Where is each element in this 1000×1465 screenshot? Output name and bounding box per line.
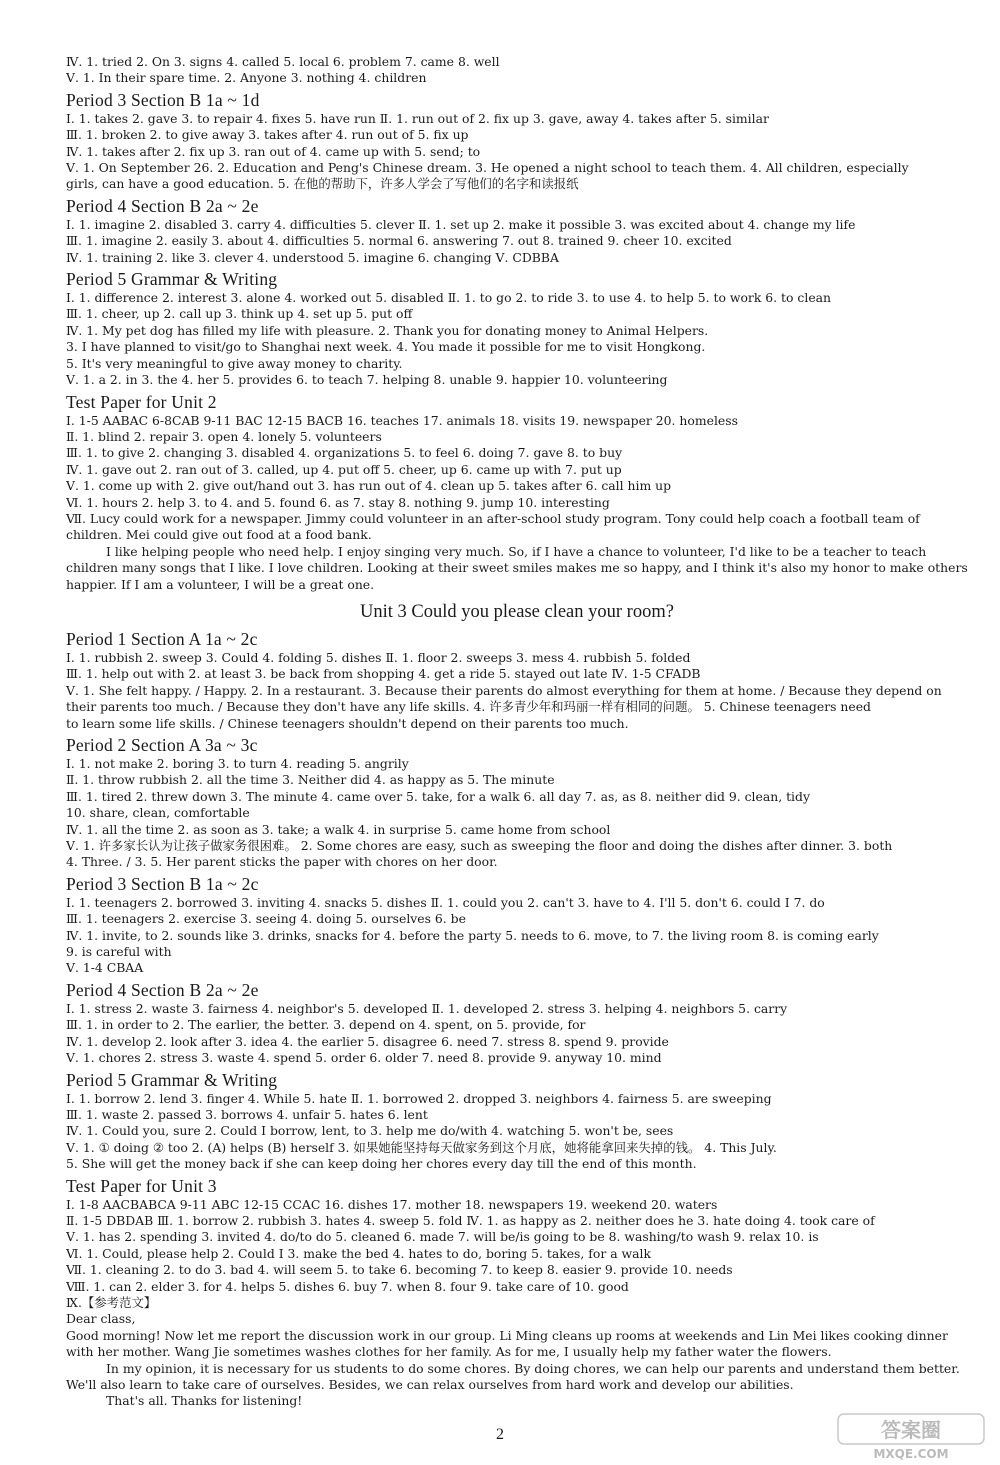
answer-line: 5. It's very meaningful to give away money to charity. (66, 355, 403, 371)
paragraph: Good morning! Now let me report the discussion work in our group. Li Ming cleans up rooms at weekends and Lin Mei likes cooking dinner with her mother. Wang Jie sometimes washes clothes for her family. As for me, I usually help my father water the flowers. (66, 1327, 948, 1360)
section-heading: Period 4 Section B 2a ~ 2e (66, 979, 259, 1000)
paragraph: That's all. Thanks for listening! (106, 1393, 303, 1409)
answer-line: Ⅴ. 1. On September 26. 2. Education and Peng's Chinese dream. 3. He opened a night school to teach them. 4. All children, especially (66, 160, 909, 176)
answer-line: Ⅴ. 1. has 2. spending 3. invited 4. do/to do 5. cleaned 6. made 7. will be/is going to be 8. washing/to wash 9. relax 10. is (66, 1229, 819, 1245)
answer-line: Ⅰ. 1. stress 2. waste 3. fairness 4. neighbor's 5. developed Ⅱ. 1. developed 2. stress 3. helping 4. neighbors 5. carry (66, 1000, 788, 1016)
section-heading: Period 5 Grammar & Writing (66, 1069, 278, 1090)
answer-line: Ⅴ. 1. come up with 2. give out/hand out 3. has run out of 4. clean up 5. takes after 6. call him up (66, 478, 672, 494)
answer-line: Ⅱ. 1. blind 2. repair 3. open 4. lonely 5. volunteers (66, 428, 382, 444)
page-number: 2 (496, 1426, 504, 1443)
answer-content (66, 54, 968, 1410)
answer-line: Ⅰ. 1. difference 2. interest 3. alone 4. worked out 5. disabled Ⅱ. 1. to go 2. to ride 3. to use 4. to help 5. to work 6. to clean (66, 290, 832, 306)
answer-line: their parents too much. / Because they don't have any life skills. 4. 许多青少年和玛丽一样有相同的问题。 5. Chinese teenagers need (66, 699, 871, 715)
section-heading: Test Paper for Unit 2 (66, 391, 217, 412)
answer-line: Ⅰ. 1. not make 2. boring 3. to turn 4. reading 5. angrily (66, 756, 409, 771)
answer-line: Ⅴ. 1. ① doing ② too 2. (A) helps (B) herself 3. 如果她能坚持每天做家务到这个月底，她将能拿回来失掉的钱。 4. This July. (66, 1139, 777, 1155)
answer-line: Ⅰ. 1. rubbish 2. sweep 3. Could 4. folding 5. dishes Ⅱ. 1. floor 2. sweeps 3. mess 4. rubbish 5. folded (66, 649, 691, 665)
answer-line: Ⅲ. 1. help out with 2. at least 3. be back from shopping 4. get a ride 5. stayed out late Ⅳ. 1-5 CFADB (66, 666, 701, 682)
answer-line: Ⅲ. 1. broken 2. to give away 3. takes after 4. run out of 5. fix up (66, 127, 469, 143)
answer-line: to learn some life skills. / Chinese teenagers shouldn't depend on their parents too much. (66, 715, 629, 731)
answer-line: Ⅰ. 1-5 AABAC 6-8CAB 9-11 BAC 12-15 BACB 16. teaches 17. animals 18. visits 19. newspaper 20. homeless (66, 412, 738, 428)
section-heading: Period 1 Section A 1a ~ 2c (66, 628, 258, 649)
answer-line: Ⅷ. 1. can 2. elder 3. for 4. helps 5. dishes 6. buy 7. when 8. four 9. take care of 10. good (66, 1278, 629, 1294)
answer-line: Ⅱ. 1. throw rubbish 2. all the time 3. Neither did 4. as happy as 5. The minute (66, 772, 555, 788)
answer-line: 4. Three. / 3. 5. Her parent sticks the paper with chores on her door. (66, 854, 498, 870)
answer-line: Ⅸ.【参考范文】 (66, 1294, 157, 1310)
answer-line: Ⅰ. 1. imagine 2. disabled 3. carry 4. difficulties 5. clever Ⅱ. 1. set up 2. make it possible 3. was excited about 4. change my life (66, 216, 856, 232)
watermark-logo (836, 1412, 986, 1462)
answer-line: Dear class, (66, 1311, 136, 1327)
answer-line: Ⅳ. 1. invite, to 2. sounds like 3. drinks, snacks for 4. before the party 5. needs to 6. move, to 7. the living room 8. is coming early (66, 927, 879, 943)
answer-line: Ⅰ. 1-8 AACBABCA 9-11 ABC 12-15 CCAC 16. dishes 17. mother 18. newspapers 19. weekend 20. waters (66, 1196, 718, 1212)
answer-line: 3. I have planned to visit/go to Shanghai next week. 4. You made it possible for me to visit Hongkong. (66, 339, 706, 355)
answer-line: Ⅴ. 1. chores 2. stress 3. waste 4. spend 5. order 6. older 7. need 8. provide 9. anyway 10. mind (66, 1050, 662, 1066)
answer-line: Ⅳ. 1. My pet dog has filled my life with pleasure. 2. Thank you for donating money to Animal Helpers. (66, 322, 709, 338)
answer-line: Ⅲ. 1. cheer, up 2. call up 3. think up 4. set up 5. put off (66, 306, 413, 322)
section-heading: Period 3 Section B 1a ~ 1d (66, 89, 260, 110)
answer-line: Ⅰ. 1. takes 2. gave 3. to repair 4. fixes 5. have run Ⅱ. 1. run out of 2. fix up 3. gave, away 4. takes after 5. similar (66, 110, 769, 126)
answer-line: 9. is careful with (66, 944, 172, 960)
answer-line: Ⅰ. 1. teenagers 2. borrowed 3. inviting 4. snacks 5. dishes Ⅱ. 1. could you 2. can't 3. have to 4. I'll 5. don't 6. could I 7. do (66, 894, 825, 910)
svg-text:答案圈: 答案圈 (881, 1418, 941, 1442)
answer-line: Ⅲ. 1. tired 2. threw down 3. The minute 4. came over 5. take, for a walk 6. all day 7. as, as 8. neither did 9. clean, tidy (66, 788, 810, 804)
answer-line: Ⅳ. 1. gave out 2. ran out of 3. called, up 4. put off 5. cheer, up 6. came up with 7. put up (66, 461, 622, 477)
answer-line: Ⅲ. 1. to give 2. changing 3. disabled 4. organizations 5. to feel 6. doing 7. gave 8. to buy (66, 445, 623, 461)
answer-line: Ⅳ. 1. tried 2. On 3. signs 4. called 5. local 6. problem 7. came 8. well (66, 54, 500, 69)
paragraph: I like helping people who need help. I enjoy singing very much. So, if I have a chance to volunteer, I'd like to be a teacher to teach children many songs that I like. I love children. Looking at their sweet smiles makes me so happy, and I think it's also my honor to make others happier. If I am a volunteer, I will be a great one. (66, 543, 968, 592)
answer-line: Ⅶ. 1. cleaning 2. to do 3. bad 4. will seem 5. to take 6. becoming 7. to keep 8. easier 9. provide 10. needs (66, 1262, 733, 1278)
answer-line: Ⅲ. 1. in order to 2. The earlier, the better. 3. depend on 4. spent, on 5. provide, for (66, 1017, 586, 1033)
answer-line: Ⅳ. 1. develop 2. look after 3. idea 4. the earlier 5. disagree 6. need 7. stress 8. spend 9. provide (66, 1033, 669, 1049)
answer-line: Ⅵ. 1. hours 2. help 3. to 4. and 5. found 6. as 7. stay 8. nothing 9. jump 10. interesting (66, 494, 610, 510)
svg-text:MXQE.COM: MXQE.COM (873, 1447, 949, 1461)
answer-line: Ⅳ. 1. Could you, sure 2. Could I borrow, lent, to 3. help me do/with 4. watching 5. won't be, sees (66, 1123, 674, 1139)
answer-line: Ⅴ. 1. a 2. in 3. the 4. her 5. provides 6. to teach 7. helping 8. unable 9. happier 10. volunteering (66, 372, 668, 388)
answer-line: Ⅳ. 1. all the time 2. as soon as 3. take; a walk 4. in surprise 5. came home from school (66, 821, 611, 837)
answer-line: Ⅴ. 1. 许多家长认为让孩子做家务很困难。 2. Some chores are easy, such as sweeping the floor and doing the dishes after dinner. 3. both (66, 838, 893, 854)
paragraph: In my opinion, it is necessary for us students to do some chores. By doing chores, we can help our parents and understand them better. We'll also learn to take care of ourselves. Besides, we can relax ourselves from hard work and develop our abilities. (66, 1360, 960, 1392)
answer-line: Ⅵ. 1. Could, please help 2. Could I 3. make the bed 4. hates to do, boring 5. takes, for a walk (66, 1245, 651, 1261)
answer-line: Ⅱ. 1-5 DBDAB Ⅲ. 1. borrow 2. rubbish 3. hates 4. sweep 5. fold Ⅳ. 1. as happy as 2. neither does he 3. hate doing 4. took care of (66, 1212, 875, 1228)
answer-line: Ⅲ. 1. waste 2. passed 3. borrows 4. unfair 5. hates 6. lent (66, 1106, 428, 1122)
unit-title: Unit 3 Could you please clean your room? (360, 601, 674, 622)
answer-line: Ⅲ. 1. imagine 2. easily 3. about 4. difficulties 5. normal 6. answering 7. out 8. trained 9. cheer 10. excited (66, 233, 732, 249)
answer-line: Ⅳ. 1. training 2. like 3. clever 4. understood 5. imagine 6. changing Ⅴ. CDBBA (66, 249, 559, 265)
section-heading: Period 5 Grammar & Writing (66, 269, 278, 290)
section-heading: Period 3 Section B 1a ~ 2c (66, 873, 259, 894)
section-heading: Period 4 Section B 2a ~ 2e (66, 195, 259, 216)
answer-line: 5. She will get the money back if she can keep doing her chores every day till the end of this month. (66, 1156, 697, 1172)
section-heading: Period 2 Section A 3a ~ 3c (66, 735, 258, 755)
answer-line: Ⅳ. 1. takes after 2. fix up 3. ran out of 4. came up with 5. send; to (66, 143, 481, 159)
paragraph: Ⅶ. Lucy could work for a newspaper. Jimmy could volunteer in an after-school study program. Tony could help coach a football team of children. Mei could give out food at a food bank. (66, 510, 920, 543)
answer-line: Ⅴ. 1. In their spare time. 2. Anyone 3. nothing 4. children (66, 70, 427, 86)
answer-line: 10. share, clean, comfortable (66, 805, 250, 821)
answer-line: Ⅴ. 1-4 CBAA (66, 960, 144, 976)
answer-line: Ⅰ. 1. borrow 2. lend 3. finger 4. While 5. hate Ⅱ. 1. borrowed 2. dropped 3. neighbors 4. fairness 5. are sweeping (66, 1090, 772, 1106)
answer-line: Ⅲ. 1. teenagers 2. exercise 3. seeing 4. doing 5. ourselves 6. be (66, 911, 466, 927)
section-heading: Test Paper for Unit 3 (66, 1175, 217, 1196)
answer-line: Ⅴ. 1. She felt happy. / Happy. 2. In a restaurant. 3. Because their parents do almost everything for them at home. / Because they depend on (66, 682, 942, 698)
answer-line: girls, can have a good education. 5. 在他的帮助下，许多人学会了写他们的名字和读报纸 (66, 176, 579, 192)
